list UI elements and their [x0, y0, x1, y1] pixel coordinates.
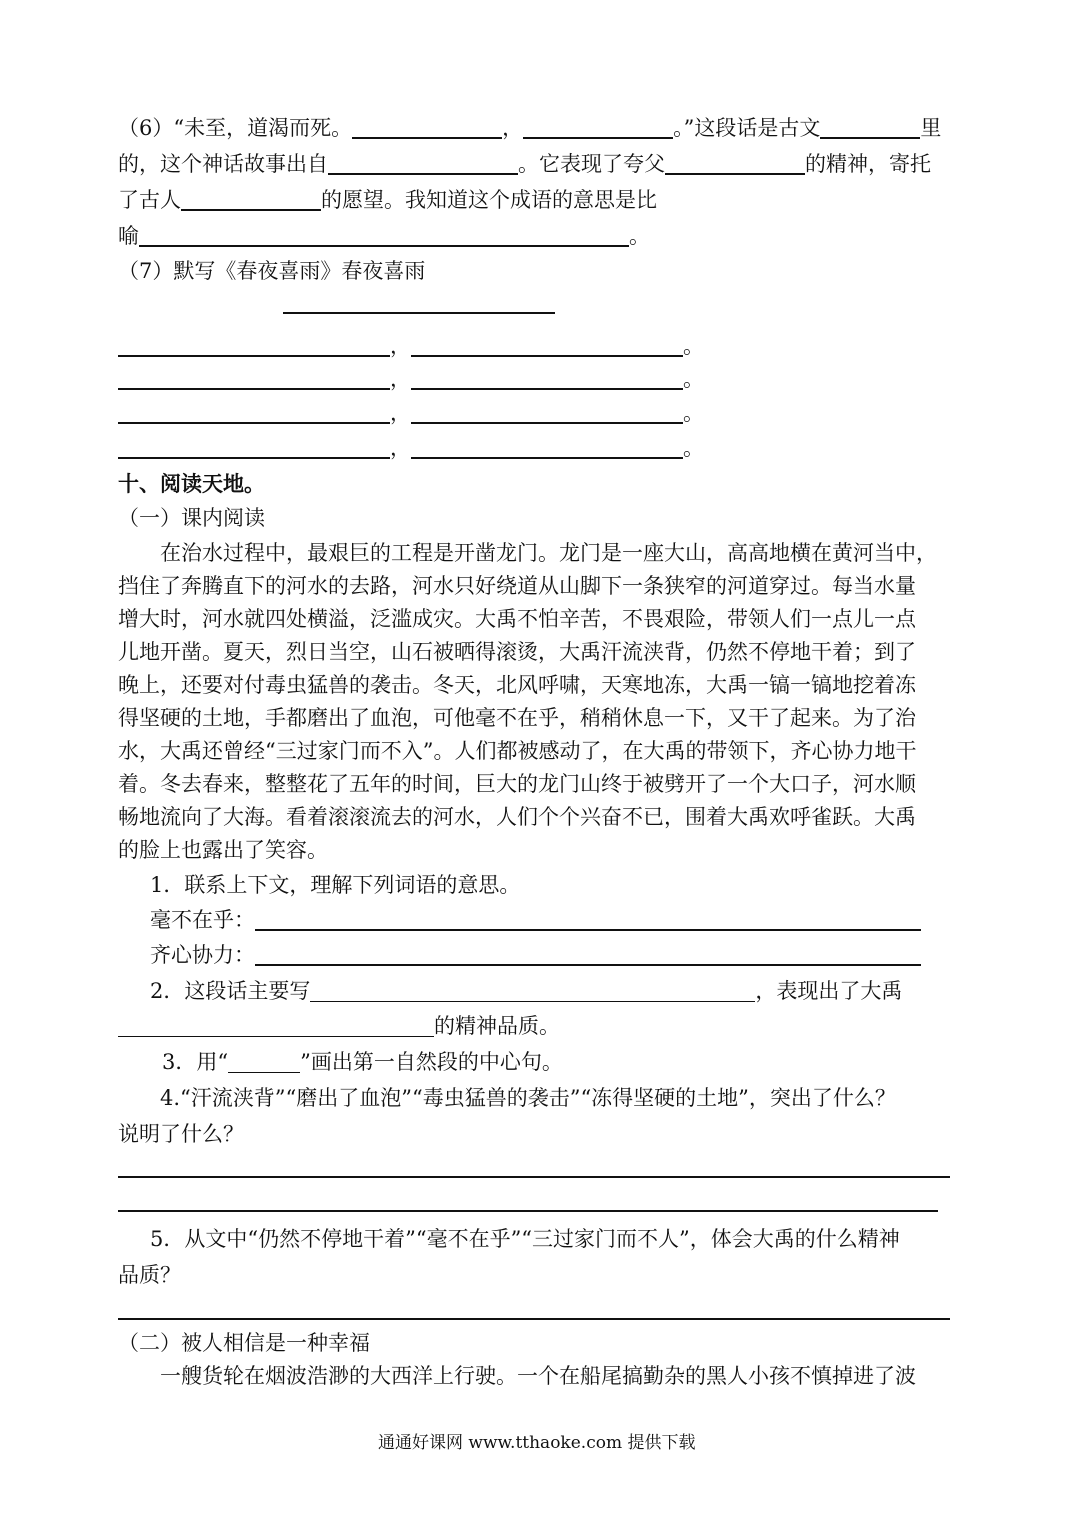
q6-text: 的精神，寄托 [805, 152, 931, 176]
answer-line[interactable] [118, 1318, 950, 1320]
part2-passage-line: 一艘货轮在烟波浩渺的大西洋上行驶。一个在船尾搞勤杂的黑人小孩不慎掉进了波 [160, 1364, 916, 1388]
blank[interactable] [328, 153, 518, 175]
question-2-cont [118, 1013, 560, 1039]
poem-line-3 [118, 400, 704, 426]
q6-text: 的愿望。我知道这个成语的意思是比 [321, 188, 657, 212]
comma: ， [390, 436, 411, 460]
poem-line-1 [118, 333, 704, 359]
q6-text: 的，这个神话故事出自 [118, 152, 328, 176]
blank[interactable] [118, 335, 390, 357]
question-3 [162, 1049, 563, 1075]
poem-line-2 [118, 366, 704, 392]
blank[interactable] [310, 981, 755, 1002]
section-heading: 十、阅读天地。 [118, 471, 265, 496]
blank[interactable] [118, 1016, 434, 1037]
passage-line: 儿地开凿。夏天，烈日当空，山石被晒得滚烫，大禹汗流浃背，仍然不停地干着；到了 [118, 640, 916, 664]
comma: ， [390, 401, 411, 425]
blank[interactable] [665, 153, 805, 175]
q6-text: 。它表现了夸父 [518, 152, 665, 176]
q6-line4 [118, 223, 650, 249]
q1-word-2 [150, 942, 921, 968]
poem-title-blank[interactable] [283, 312, 555, 314]
blank[interactable] [523, 117, 673, 139]
period: 。 [683, 436, 704, 460]
blank[interactable] [118, 368, 390, 390]
q2-text: 2．这段话主要写 [150, 979, 311, 1003]
passage-line: 在治水过程中，最艰巨的工程是开凿龙门。龙门是一座大山，高高地横在黄河当中， [160, 541, 937, 565]
blank[interactable] [820, 117, 920, 139]
passage-line: 挡住了奔腾直下的河水的去路，河水只好绕道从山脚下一条狭窄的河道穿过。每当水量 [118, 574, 916, 598]
q1-label: 毫不在乎： [150, 908, 255, 932]
blank[interactable] [255, 909, 921, 931]
blank[interactable] [411, 437, 683, 459]
period: 。 [683, 367, 704, 391]
question-1: 1．联系上下文，理解下列词语的意思。 [150, 873, 521, 897]
blank[interactable] [118, 402, 390, 424]
q2-text: ，表现出了大禹 [755, 979, 903, 1003]
q6-text: 。”这段话是古文 [673, 116, 821, 140]
blank[interactable] [411, 368, 683, 390]
q6-text: 了古人 [118, 188, 181, 212]
q6-line3 [118, 187, 657, 213]
comma: ， [390, 334, 411, 358]
q1-word-1 [150, 907, 921, 933]
q3-text: 3．用“ [162, 1050, 229, 1074]
q6-text: （6）“未至，道渴而死。 [118, 116, 353, 140]
passage-line: 晚上，还要对付毒虫猛兽的袭击。冬天，北风呼啸，天寒地冻，大禹一镐一镐地挖着冻 [118, 673, 916, 697]
answer-line[interactable] [118, 1176, 950, 1178]
q6-line2 [118, 151, 931, 177]
blank[interactable] [411, 335, 683, 357]
poem-line-4 [118, 435, 704, 461]
q3-text: ”画出第一自然段的中心句。 [300, 1050, 563, 1074]
q6-text: 喻 [118, 224, 139, 248]
question-4: 4.“汗流浃背”“磨出了血泡”“毒虫猛兽的袭击”“冻得坚硬的土地”，突出了什么？ [160, 1086, 896, 1110]
q6-text: 里 [920, 116, 942, 140]
passage-line: 水，大禹还曾经“三过家门而不入”。人们都被感动了，在大禹的带领下，齐心协力地干 [118, 739, 917, 763]
passage-line: 畅地流向了大海。看着滚滚流去的河水，人们个个兴奋不已，围着大禹欢呼雀跃。大禹 [118, 805, 916, 829]
period: 。 [683, 401, 704, 425]
passage-line: 得坚硬的土地，手都磨出了血泡，可他毫不在乎，稍稍休息一下，又干了起来。为了治 [118, 706, 916, 730]
period: 。 [683, 334, 704, 358]
question-2 [150, 978, 902, 1004]
passage-line: 着。冬去春来，整整花了五年的时间，巨大的龙门山终于被劈开了一个大口子，河水顺 [118, 772, 916, 796]
blank[interactable] [118, 437, 390, 459]
question-5: 5．从文中“仍然不停地干着”“毫不在乎”“三过家门而不人”，体会大禹的什么精神 [150, 1227, 900, 1251]
blank[interactable] [139, 225, 629, 247]
answer-line[interactable] [118, 1210, 938, 1212]
q6-text: 。 [629, 224, 650, 248]
passage-line: 的脸上也露出了笑容。 [118, 838, 328, 862]
part1-title: （一）课内阅读 [118, 506, 265, 530]
blank[interactable] [255, 944, 921, 966]
comma: ， [390, 367, 411, 391]
question-5-cont: 品质？ [118, 1263, 181, 1287]
blank[interactable] [181, 189, 321, 211]
q6-line1 [118, 115, 941, 141]
blank-sample-line [228, 1052, 300, 1073]
question-4-cont: 说明了什么？ [118, 1122, 244, 1146]
q2-text: 的精神品质。 [434, 1014, 560, 1038]
blank[interactable] [352, 117, 502, 139]
page-footer: 通通好课网 www.tthaoke.com 提供下载 [378, 1433, 696, 1453]
q6-text: ， [502, 116, 524, 140]
part2-title: （二）被人相信是一种幸福 [118, 1331, 370, 1355]
q7-title: （7）默写《春夜喜雨》春夜喜雨 [118, 259, 426, 283]
q1-label: 齐心协力： [150, 943, 255, 967]
blank[interactable] [411, 402, 683, 424]
passage-line: 增大时，河水就四处横溢，泛滥成灾。大禹不怕辛苦，不畏艰险，带领人们一点儿一点 [118, 607, 916, 631]
